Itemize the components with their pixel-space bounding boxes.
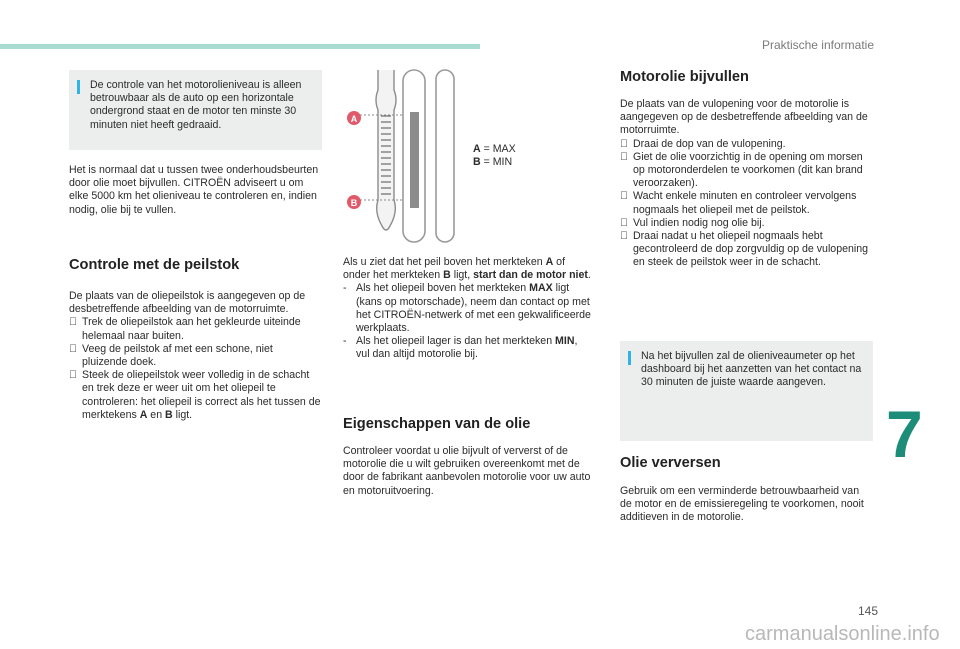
list-item-text bbox=[356, 282, 591, 334]
text-fragment: , vul dan altijd motorolie bij. bbox=[356, 335, 578, 361]
oil-fill-section bbox=[620, 98, 872, 270]
list-item-text: Draai nadat u het oliepeil nogmaals hebt gecontroleerd de dop zorgvuldig op de vulopening en steek de peilstok weer in de schacht. bbox=[633, 230, 869, 269]
text-fragment: ligt, bbox=[450, 269, 474, 282]
list-item bbox=[620, 217, 872, 230]
bullet-icon bbox=[69, 343, 77, 356]
list-item-text: Wacht enkele minuten en controleer vervolgens nogmaals het oliepeil met de peilstok. bbox=[633, 190, 857, 216]
bullet-icon bbox=[69, 316, 77, 329]
text-fragment: Steek de oliepeilstok weer volledig in de schacht en trek deze er weer uit om het oliepeil te controleren: het oliepeil is correct als het tussen de merktekens bbox=[82, 369, 321, 421]
text-fragment: Als u ziet dat het peil boven het merkteken bbox=[343, 256, 546, 268]
text-fragment: en bbox=[147, 408, 166, 421]
section-title: Praktische informatie bbox=[761, 38, 874, 52]
watermark: carmanualsonline.info bbox=[745, 623, 940, 645]
list-item-text: Draai de dop van de vulopening. bbox=[633, 137, 786, 150]
list-item-text bbox=[356, 335, 577, 360]
bullet-icon bbox=[620, 138, 628, 151]
oil-fill-heading: Motorolie bijvullen bbox=[620, 69, 749, 85]
bullet-icon bbox=[620, 190, 628, 203]
list-item bbox=[620, 151, 872, 191]
list-item-text: Trek de oliepeilstok aan het gekleurde uiteinde helemaal naar buiten. bbox=[82, 316, 301, 342]
mark-a: A bbox=[139, 408, 148, 421]
text-fragment: of onder het merkteken bbox=[343, 256, 566, 282]
list-item-text: Vul indien nodig nog olie bij. bbox=[633, 216, 765, 229]
list-item bbox=[620, 190, 872, 216]
info-note-text: De controle van het motorolieniveau is alleen betrouwbaar als de auto op een horizontale ondergrond staat en de motor ten minste 30 minuten niet heeft gedraaid. bbox=[90, 79, 302, 131]
list-item bbox=[343, 282, 593, 335]
bullet-icon bbox=[620, 217, 628, 230]
oil-level-zone bbox=[410, 112, 419, 208]
mark-a: A bbox=[545, 256, 554, 268]
dipstick-blade bbox=[376, 70, 396, 230]
info-note-level-check bbox=[69, 70, 322, 150]
dipstick-lead: De plaats van de oliepeilstok is aangegeven op de desbetreffende afbeelding van de motorruimte. bbox=[69, 290, 306, 316]
text-fragment: ligt (kans op motorschade), neem dan contact op met het CITROËN-netwerk of met een gekwalificeerde werkplaats. bbox=[356, 282, 591, 335]
mark-b: B bbox=[165, 408, 173, 421]
oil-properties-text: Controleer voordat u olie bijvult of ververst of de motorolie die u wilt gebruiken overeenkomt met de door de fabrikant aanbevolen motorolie voor uw auto en motoruitvoering. bbox=[343, 445, 591, 497]
intro-paragraph: Het is normaal dat u tussen twee onderhoudsbeurten door olie moet bijvullen. CITROËN adviseert u om elke 5000 km het olieniveau te controleren en, indien nodig, olie bij te vullen. bbox=[69, 164, 319, 216]
dipstick-section bbox=[69, 290, 321, 422]
legend-key: A bbox=[473, 143, 481, 155]
list-item bbox=[69, 316, 321, 342]
legend-value: = MIN bbox=[480, 156, 513, 169]
legend-value: = MAX bbox=[480, 143, 516, 155]
diagram-legend bbox=[473, 143, 516, 169]
legend-min bbox=[473, 156, 516, 169]
list-item bbox=[620, 138, 872, 151]
text-fragment: Als het oliepeil lager is dan het merkteken bbox=[356, 335, 556, 348]
warning-text: start dan de motor niet bbox=[473, 269, 588, 282]
list-item-text bbox=[82, 369, 321, 421]
info-icon bbox=[628, 351, 631, 365]
info-icon bbox=[77, 80, 80, 94]
list-item bbox=[620, 230, 872, 270]
dipstick-heading: Controle met de peilstok bbox=[69, 257, 240, 273]
bullet-icon bbox=[620, 151, 628, 164]
text-fragment: Als het oliepeil boven het merkteken bbox=[356, 282, 530, 295]
text-fragment: . bbox=[587, 269, 591, 282]
text-fragment: ligt. bbox=[172, 408, 193, 421]
badge-b-label: B bbox=[350, 198, 358, 208]
dipstick-diagram bbox=[340, 66, 470, 246]
badge-a-label: A bbox=[350, 114, 358, 124]
max-label: MAX bbox=[529, 282, 553, 295]
dash-marker: - bbox=[343, 335, 347, 348]
level-paragraph bbox=[343, 256, 593, 282]
oil-change-text: Gebruik om een verminderde betrouwbaarheid van de motor en de emissieregeling te voorkomen, nooit additieven in de motorolie. bbox=[620, 485, 864, 524]
level-instructions bbox=[343, 256, 593, 362]
oil-fill-lead: De plaats van de vulopening voor de motorolie is aangegeven op de desbetreffende afbeelding van de motorruimte. bbox=[620, 98, 868, 137]
legend-max bbox=[473, 143, 516, 156]
bullet-icon bbox=[620, 230, 628, 243]
mark-b: B bbox=[443, 269, 451, 282]
chapter-number: 7 bbox=[886, 397, 923, 471]
oil-properties-heading: Eigenschappen van de olie bbox=[343, 416, 531, 432]
oil-change-heading: Olie verversen bbox=[620, 455, 721, 471]
legend-key: B bbox=[473, 156, 481, 169]
info-note-gauge bbox=[620, 341, 873, 441]
min-label: MIN bbox=[555, 335, 575, 348]
page-number: 145 bbox=[858, 604, 879, 618]
bullet-icon bbox=[69, 369, 77, 382]
header-accent-bar bbox=[0, 44, 480, 49]
guide-tube bbox=[436, 70, 454, 242]
list-item bbox=[69, 343, 321, 369]
list-item-text: Giet de olie voorzichtig in de opening om morsen op motoronderdelen te voorkomen (dit kan brand veroorzaken). bbox=[633, 150, 863, 190]
list-item-text: Veeg de peilstok af met een schone, niet pluizende doek. bbox=[82, 342, 273, 369]
list-item bbox=[69, 369, 321, 422]
dash-marker: - bbox=[343, 282, 347, 295]
info-note-text: Na het bijvullen zal de olieniveaumeter op het dashboard bij het aanzetten van het contact na 30 minuten de juiste waarde aangeven. bbox=[641, 350, 862, 389]
list-item bbox=[343, 335, 593, 361]
